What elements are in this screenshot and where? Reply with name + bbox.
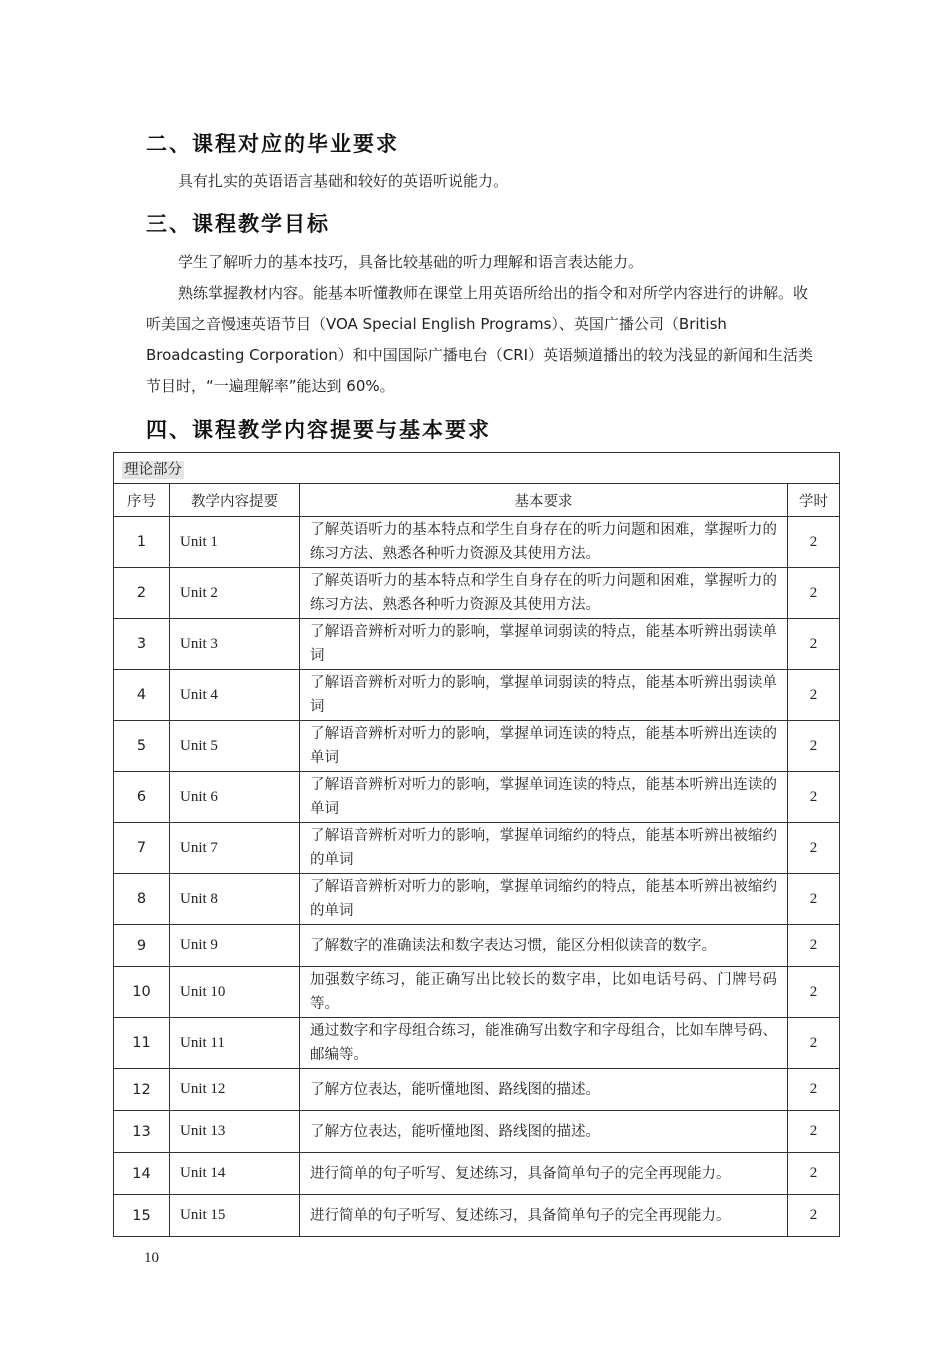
row-hours: 2 [788,967,840,1018]
page-number: 10 [144,1250,159,1266]
row-unit: Unit 9 [170,925,300,967]
table-row [114,823,840,874]
row-unit: Unit 12 [170,1069,300,1111]
row-hours: 2 [788,1018,840,1069]
row-requirement: 了解语音辨析对听力的影响，掌握单词连读的特点，能基本听辨出连读的单词 [300,721,788,772]
table-row [114,670,840,721]
row-hours: 2 [788,568,840,619]
row-requirement: 了解语音辨析对听力的影响，掌握单词缩约的特点，能基本听辨出被缩约的单词 [300,823,788,874]
table-row [114,721,840,772]
row-requirement: 了解方位表达，能听懂地图、路线图的描述。 [300,1069,788,1111]
row-number: 10 [114,967,170,1018]
table-row [114,1069,840,1111]
row-requirement: 进行简单的句子听写、复述练习，具备简单句子的完全再现能力。 [300,1153,788,1195]
row-number: 9 [114,925,170,967]
row-number: 3 [114,619,170,670]
row-hours: 2 [788,1153,840,1195]
heading-content-and-requirements: 四、课程教学内容提要与基本要求 [146,418,491,442]
row-hours: 2 [788,1069,840,1111]
row-unit: Unit 2 [170,568,300,619]
row-number: 6 [114,772,170,823]
row-hours: 2 [788,874,840,925]
row-number: 11 [114,1018,170,1069]
table-row [114,1153,840,1195]
row-unit: Unit 4 [170,670,300,721]
teaching-objectives-para-1: 学生了解听力的基本技巧，具备比较基础的听力理解和语言表达能力。 [178,253,644,271]
row-requirement: 通过数字和字母组合练习，能准确写出数字和字母组合，比如车牌号码、邮编等。 [300,1018,788,1069]
row-hours: 2 [788,517,840,568]
row-unit: Unit 11 [170,1018,300,1069]
row-unit: Unit 7 [170,823,300,874]
row-unit: Unit 6 [170,772,300,823]
row-requirement: 加强数字练习，能正确写出比较长的数字串，比如电话号码、门牌号码等。 [300,967,788,1018]
row-requirement: 了解语音辨析对听力的影响，掌握单词缩约的特点，能基本听辨出被缩约的单词 [300,874,788,925]
row-unit: Unit 13 [170,1111,300,1153]
row-hours: 2 [788,1111,840,1153]
table-row [114,619,840,670]
row-requirement: 了解语音辨析对听力的影响，掌握单词弱读的特点，能基本听辨出弱读单词 [300,619,788,670]
section-label-theory: 理论部分 [124,461,182,478]
table-row [114,568,840,619]
row-unit: Unit 3 [170,619,300,670]
table-row [114,1018,840,1069]
table-section-row [114,453,840,484]
row-number: 15 [114,1195,170,1237]
row-number: 1 [114,517,170,568]
row-unit: Unit 8 [170,874,300,925]
row-number: 8 [114,874,170,925]
row-unit: Unit 14 [170,1153,300,1195]
table-row [114,1195,840,1237]
syllabus-table [113,452,840,1237]
heading-graduation-requirements: 二、课程对应的毕业要求 [146,132,399,156]
row-number: 4 [114,670,170,721]
table-row [114,772,840,823]
row-hours: 2 [788,1195,840,1237]
row-number: 7 [114,823,170,874]
row-unit: Unit 5 [170,721,300,772]
row-requirement: 了解数字的准确读法和数字表达习惯，能区分相似读音的数字。 [300,925,788,967]
row-unit: Unit 15 [170,1195,300,1237]
row-requirement: 了解语音辨析对听力的影响，掌握单词连读的特点，能基本听辨出连读的单词 [300,772,788,823]
row-unit: Unit 10 [170,967,300,1018]
table-row [114,967,840,1018]
row-requirement: 了解方位表达，能听懂地图、路线图的描述。 [300,1111,788,1153]
header-content-summary: 教学内容提要 [170,484,300,517]
table-row [114,1111,840,1153]
header-basic-requirements: 基本要求 [300,484,788,517]
row-number: 14 [114,1153,170,1195]
row-hours: 2 [788,721,840,772]
row-unit: Unit 1 [170,517,300,568]
row-hours: 2 [788,772,840,823]
header-number: 序号 [114,484,170,517]
row-hours: 2 [788,670,840,721]
graduation-requirements-text: 具有扎实的英语语言基础和较好的英语听说能力。 [178,172,509,190]
table-row [114,874,840,925]
table-header-row [114,484,840,517]
row-requirement: 了解语音辨析对听力的影响，掌握单词弱读的特点，能基本听辨出弱读单词 [300,670,788,721]
row-requirement: 了解英语听力的基本特点和学生自身存在的听力问题和困难，掌握听力的练习方法、熟悉各种听力资源及其使用方法。 [300,517,788,568]
row-hours: 2 [788,823,840,874]
row-hours: 2 [788,619,840,670]
header-hours: 学时 [788,484,840,517]
row-requirement: 了解英语听力的基本特点和学生自身存在的听力问题和困难，掌握听力的练习方法、熟悉各种听力资源及其使用方法。 [300,568,788,619]
row-requirement: 进行简单的句子听写、复述练习，具备简单句子的完全再现能力。 [300,1195,788,1237]
heading-teaching-objectives: 三、课程教学目标 [146,212,330,236]
row-number: 13 [114,1111,170,1153]
row-hours: 2 [788,925,840,967]
table-row [114,925,840,967]
row-number: 12 [114,1069,170,1111]
row-number: 5 [114,721,170,772]
row-number: 2 [114,568,170,619]
table-row [114,517,840,568]
teaching-objectives-para-2: 熟练掌握教材内容。能基本听懂教师在课堂上用英语所给出的指令和对所学内容进行的讲解。收听美国之音慢速英语节目（VOA Special English Programs）、英国广播公司（British Broadcasting Corporation）和中国国际广播电台（CRI）英语频道播出的较为浅显的新闻和生活类节目时，“一遍理解率”能达到 60%。 [146,284,814,395]
